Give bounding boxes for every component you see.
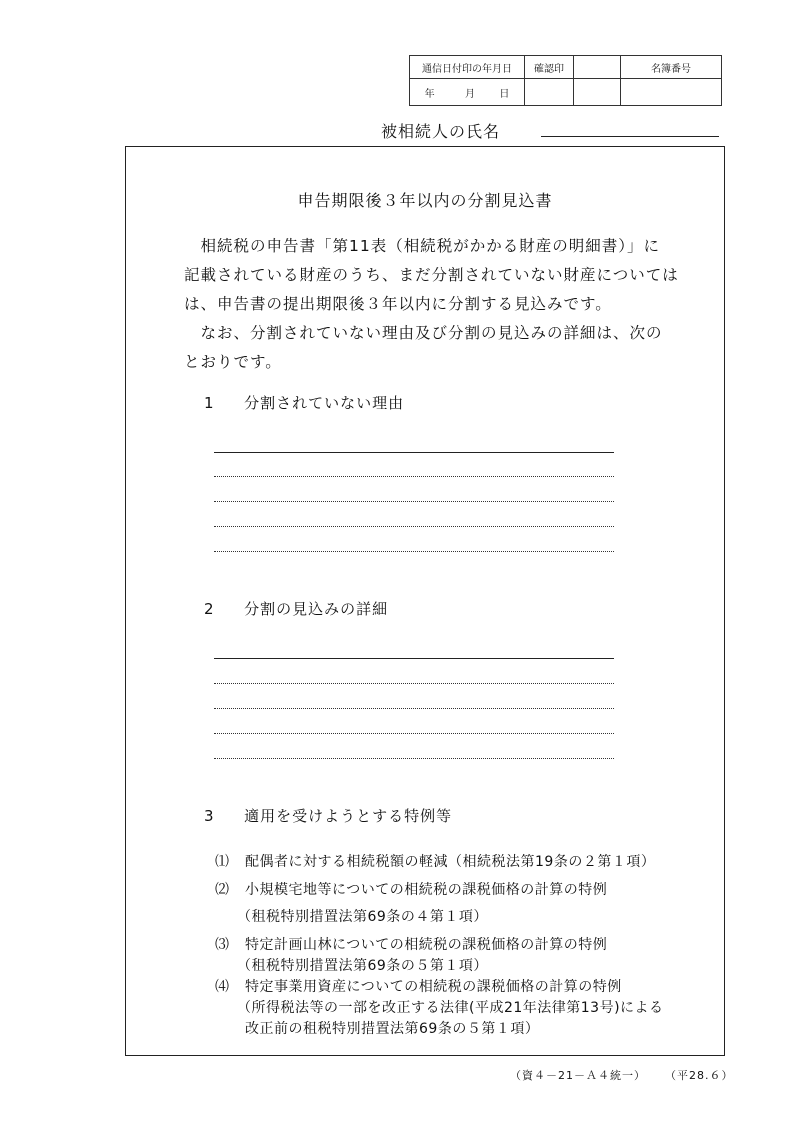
special-item-1-checkbox[interactable]: ⑴ [215, 854, 230, 870]
section-2-heading [204, 598, 388, 619]
month-label: 月 [465, 88, 475, 100]
detail-line[interactable] [214, 708, 614, 709]
reason-line[interactable] [214, 452, 614, 453]
special-item-2-checkbox[interactable]: ⑵ [215, 882, 230, 898]
intro-line-2: 記載されている財産のうち、まだ分割されていない財産については [184, 266, 679, 284]
section-3-heading [204, 805, 452, 826]
special-item-3-text: 特定計画山林についての相続税の課税価格の計算の特例 [245, 937, 608, 953]
register-number-cell[interactable] [621, 79, 722, 106]
date-stamp-header: 通信日付印の年月日 [410, 56, 525, 79]
intro-line-1: 相続税の申告書「第11表（相続税がかかる財産の明細書）」に [184, 237, 660, 255]
day-label: 日 [499, 88, 510, 100]
section-3-number: 3 [204, 807, 215, 825]
form-code: （資４－21－Ａ４統一） [510, 1069, 646, 1082]
reason-line[interactable] [214, 476, 614, 477]
section-3-label: 適用を受けようとする特例等 [244, 807, 453, 825]
reason-line[interactable] [214, 551, 614, 552]
special-item-2-law: （租税特別措置法第69条の４第１項） [237, 909, 488, 925]
section-2-label: 分割の見込みの詳細 [244, 600, 389, 618]
revision-date: （平28.６） [665, 1069, 734, 1082]
confirm-stamp-cell[interactable] [525, 79, 574, 106]
intro-line-5: とおりです。 [184, 353, 282, 371]
detail-line[interactable] [214, 683, 614, 684]
stamp-table [409, 55, 722, 106]
detail-line[interactable] [214, 658, 614, 659]
confirm-stamp-header: 確認印 [525, 56, 574, 79]
form-title: 申告期限後３年以内の分割見込書 [297, 191, 553, 210]
special-item-3-law: （租税特別措置法第69条の５第１項） [237, 958, 488, 974]
section-1-number: 1 [204, 394, 215, 412]
section-1-heading [204, 392, 404, 413]
special-item-2-text: 小規模宅地等についての相続税の課税価格の計算の特例 [245, 882, 608, 898]
section-2-number: 2 [204, 600, 215, 618]
reason-line[interactable] [214, 526, 614, 527]
detail-line[interactable] [214, 758, 614, 759]
special-item-3-checkbox[interactable]: ⑶ [215, 937, 230, 953]
detail-line[interactable] [214, 733, 614, 734]
intro-line-4: なお、分割されていない理由及び分割の見込みの詳細は、次の [184, 324, 663, 342]
reason-line[interactable] [214, 501, 614, 502]
register-number-header: 名簿番号 [621, 56, 722, 79]
special-item-4-law: （所得税法等の一部を改正する法律(平成21年法律第13号)による [237, 1000, 664, 1016]
date-stamp-cell[interactable] [410, 79, 525, 106]
decedent-name-label: 被相続人の氏名 [381, 122, 501, 141]
special-item-4-law-cont: 改正前の租税特別措置法第69条の５第１項） [245, 1021, 540, 1037]
special-item-4-text: 特定事業用資産についての相続税の課税価格の計算の特例 [245, 979, 622, 995]
section-1-label: 分割されていない理由 [244, 394, 405, 412]
intro-line-3: は、申告書の提出期限後３年以内に分割する見込みです。 [184, 295, 612, 313]
special-item-1-text: 配偶者に対する相続税額の軽減（相続税法第19条の２第１項） [245, 854, 656, 870]
decedent-name-field[interactable] [541, 136, 719, 137]
year-label: 年 [424, 88, 435, 100]
special-item-4-checkbox[interactable]: ⑷ [215, 979, 230, 995]
blank-header [574, 56, 621, 79]
blank-cell[interactable] [574, 79, 621, 106]
